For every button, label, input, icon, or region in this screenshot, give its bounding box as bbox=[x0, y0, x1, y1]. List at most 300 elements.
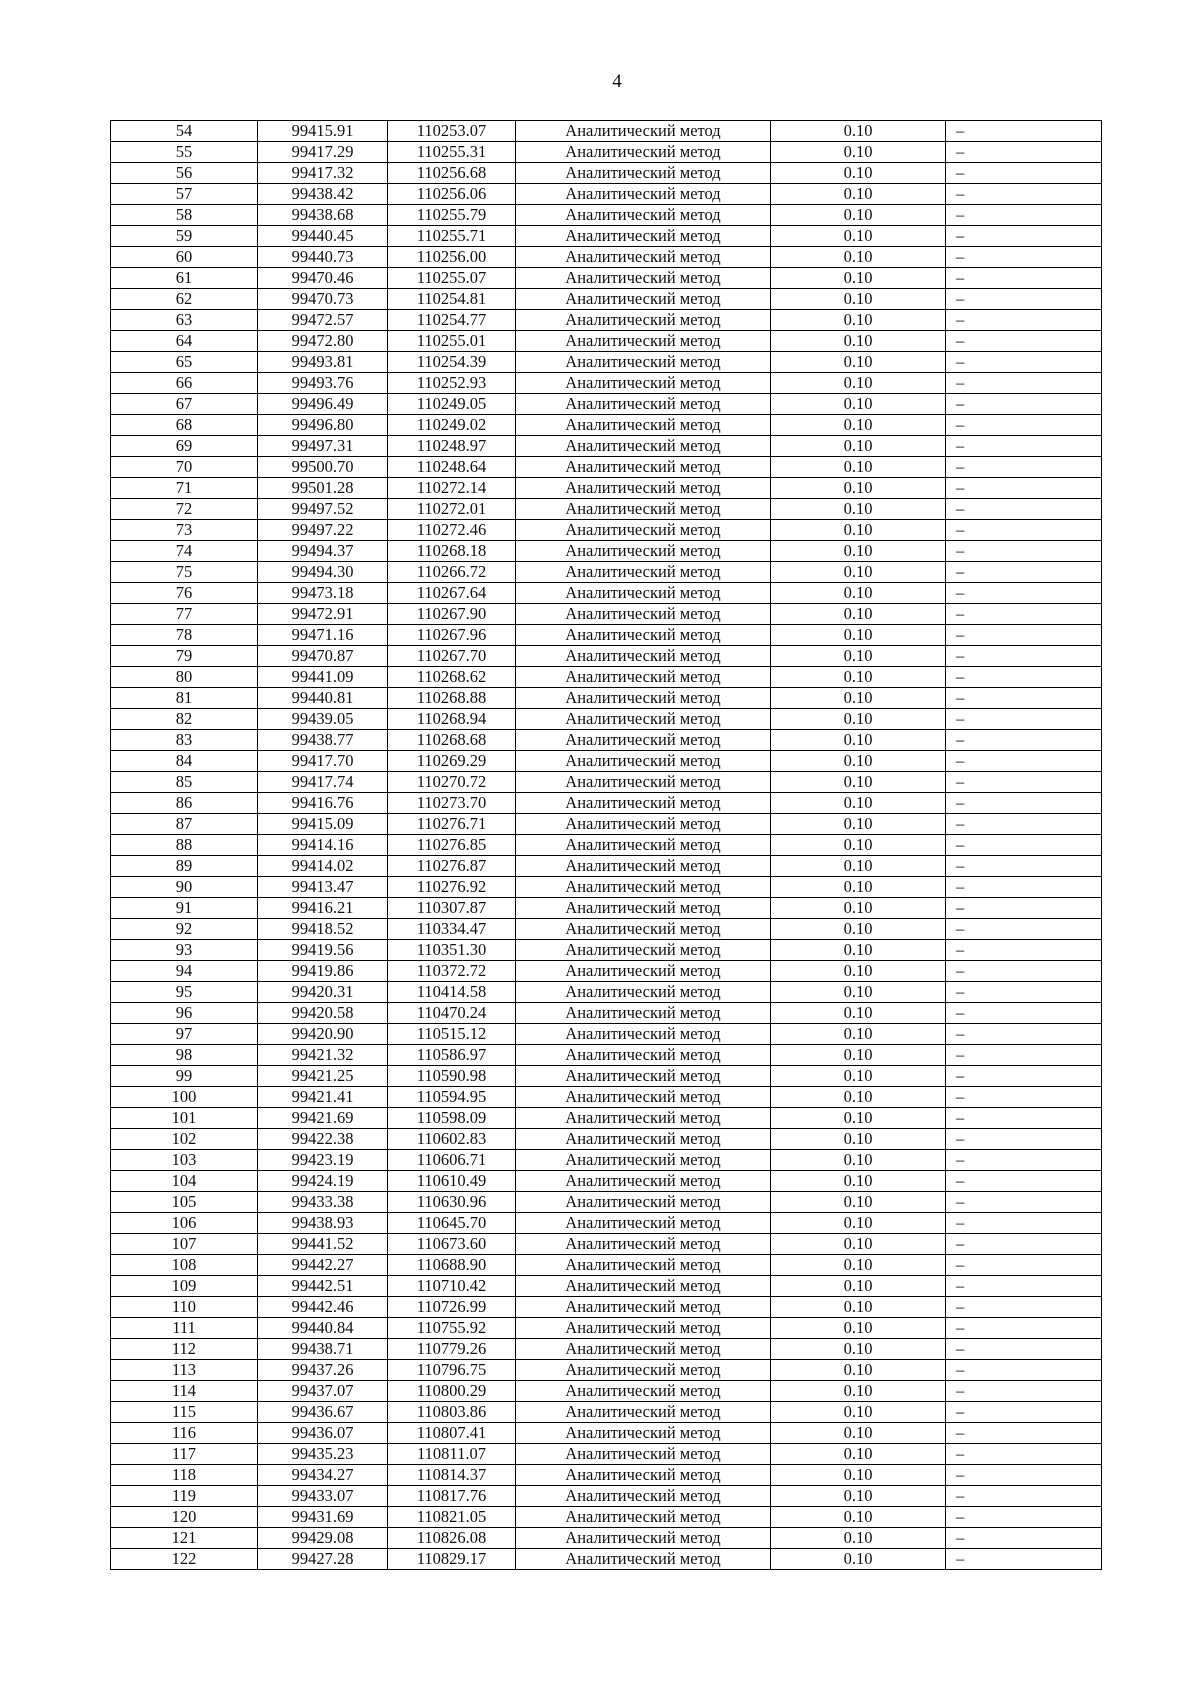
accuracy-cell: 0.10 bbox=[771, 688, 946, 709]
y-coordinate-cell: 110800.29 bbox=[388, 1381, 516, 1402]
point-number-cell: 122 bbox=[111, 1549, 258, 1570]
method-cell: Аналитический метод bbox=[516, 730, 771, 751]
note-cell: – bbox=[946, 1003, 1102, 1024]
table-row bbox=[111, 835, 1102, 856]
note-cell: – bbox=[946, 709, 1102, 730]
method-cell: Аналитический метод bbox=[516, 499, 771, 520]
y-coordinate-cell: 110272.14 bbox=[388, 478, 516, 499]
y-coordinate-cell: 110590.98 bbox=[388, 1066, 516, 1087]
method-cell: Аналитический метод bbox=[516, 1402, 771, 1423]
accuracy-cell: 0.10 bbox=[771, 1087, 946, 1108]
point-number-cell: 84 bbox=[111, 751, 258, 772]
note-cell: – bbox=[946, 436, 1102, 457]
accuracy-cell: 0.10 bbox=[771, 1192, 946, 1213]
note-cell: – bbox=[946, 1381, 1102, 1402]
point-number-cell: 79 bbox=[111, 646, 258, 667]
table-row bbox=[111, 121, 1102, 142]
point-number-cell: 65 bbox=[111, 352, 258, 373]
x-coordinate-cell: 99438.68 bbox=[258, 205, 388, 226]
note-cell: – bbox=[946, 1486, 1102, 1507]
x-coordinate-cell: 99441.52 bbox=[258, 1234, 388, 1255]
accuracy-cell: 0.10 bbox=[771, 163, 946, 184]
method-cell: Аналитический метод bbox=[516, 121, 771, 142]
note-cell: – bbox=[946, 1549, 1102, 1570]
point-number-cell: 106 bbox=[111, 1213, 258, 1234]
method-cell: Аналитический метод bbox=[516, 1507, 771, 1528]
note-cell: – bbox=[946, 772, 1102, 793]
point-number-cell: 66 bbox=[111, 373, 258, 394]
method-cell: Аналитический метод bbox=[516, 646, 771, 667]
coordinates-table bbox=[110, 120, 1102, 1570]
method-cell: Аналитический метод bbox=[516, 1192, 771, 1213]
accuracy-cell: 0.10 bbox=[771, 730, 946, 751]
point-number-cell: 85 bbox=[111, 772, 258, 793]
x-coordinate-cell: 99422.38 bbox=[258, 1129, 388, 1150]
note-cell: – bbox=[946, 352, 1102, 373]
note-cell: – bbox=[946, 814, 1102, 835]
note-cell: – bbox=[946, 331, 1102, 352]
y-coordinate-cell: 110268.18 bbox=[388, 541, 516, 562]
y-coordinate-cell: 110249.05 bbox=[388, 394, 516, 415]
table-row bbox=[111, 541, 1102, 562]
table-row bbox=[111, 1381, 1102, 1402]
accuracy-cell: 0.10 bbox=[771, 667, 946, 688]
note-cell: – bbox=[946, 1129, 1102, 1150]
table-row bbox=[111, 625, 1102, 646]
table-row bbox=[111, 1507, 1102, 1528]
note-cell: – bbox=[946, 919, 1102, 940]
point-number-cell: 60 bbox=[111, 247, 258, 268]
accuracy-cell: 0.10 bbox=[771, 352, 946, 373]
y-coordinate-cell: 110606.71 bbox=[388, 1150, 516, 1171]
method-cell: Аналитический метод bbox=[516, 226, 771, 247]
accuracy-cell: 0.10 bbox=[771, 310, 946, 331]
note-cell: – bbox=[946, 478, 1102, 499]
method-cell: Аналитический метод bbox=[516, 289, 771, 310]
x-coordinate-cell: 99415.91 bbox=[258, 121, 388, 142]
method-cell: Аналитический метод bbox=[516, 520, 771, 541]
table-row bbox=[111, 1213, 1102, 1234]
note-cell: – bbox=[946, 1150, 1102, 1171]
point-number-cell: 103 bbox=[111, 1150, 258, 1171]
accuracy-cell: 0.10 bbox=[771, 289, 946, 310]
accuracy-cell: 0.10 bbox=[771, 1297, 946, 1318]
note-cell: – bbox=[946, 1507, 1102, 1528]
method-cell: Аналитический метод bbox=[516, 1213, 771, 1234]
method-cell: Аналитический метод bbox=[516, 814, 771, 835]
accuracy-cell: 0.10 bbox=[771, 1045, 946, 1066]
y-coordinate-cell: 110515.12 bbox=[388, 1024, 516, 1045]
point-number-cell: 72 bbox=[111, 499, 258, 520]
note-cell: – bbox=[946, 1045, 1102, 1066]
accuracy-cell: 0.10 bbox=[771, 1108, 946, 1129]
table-row bbox=[111, 457, 1102, 478]
table-row bbox=[111, 478, 1102, 499]
table-row bbox=[111, 415, 1102, 436]
x-coordinate-cell: 99439.05 bbox=[258, 709, 388, 730]
method-cell: Аналитический метод bbox=[516, 835, 771, 856]
note-cell: – bbox=[946, 1066, 1102, 1087]
method-cell: Аналитический метод bbox=[516, 877, 771, 898]
method-cell: Аналитический метод bbox=[516, 961, 771, 982]
y-coordinate-cell: 110248.64 bbox=[388, 457, 516, 478]
table-row bbox=[111, 1486, 1102, 1507]
method-cell: Аналитический метод bbox=[516, 268, 771, 289]
note-cell: – bbox=[946, 1255, 1102, 1276]
method-cell: Аналитический метод bbox=[516, 1129, 771, 1150]
x-coordinate-cell: 99417.32 bbox=[258, 163, 388, 184]
table-row bbox=[111, 310, 1102, 331]
accuracy-cell: 0.10 bbox=[771, 520, 946, 541]
method-cell: Аналитический метод bbox=[516, 940, 771, 961]
accuracy-cell: 0.10 bbox=[771, 1507, 946, 1528]
method-cell: Аналитический метод bbox=[516, 1066, 771, 1087]
accuracy-cell: 0.10 bbox=[771, 1402, 946, 1423]
x-coordinate-cell: 99421.41 bbox=[258, 1087, 388, 1108]
accuracy-cell: 0.10 bbox=[771, 457, 946, 478]
x-coordinate-cell: 99493.81 bbox=[258, 352, 388, 373]
y-coordinate-cell: 110598.09 bbox=[388, 1108, 516, 1129]
x-coordinate-cell: 99431.69 bbox=[258, 1507, 388, 1528]
table-row bbox=[111, 814, 1102, 835]
x-coordinate-cell: 99470.46 bbox=[258, 268, 388, 289]
table-row bbox=[111, 1150, 1102, 1171]
accuracy-cell: 0.10 bbox=[771, 373, 946, 394]
method-cell: Аналитический метод bbox=[516, 793, 771, 814]
x-coordinate-cell: 99472.57 bbox=[258, 310, 388, 331]
x-coordinate-cell: 99421.69 bbox=[258, 1108, 388, 1129]
accuracy-cell: 0.10 bbox=[771, 1213, 946, 1234]
point-number-cell: 99 bbox=[111, 1066, 258, 1087]
y-coordinate-cell: 110817.76 bbox=[388, 1486, 516, 1507]
accuracy-cell: 0.10 bbox=[771, 898, 946, 919]
table-row bbox=[111, 919, 1102, 940]
x-coordinate-cell: 99471.16 bbox=[258, 625, 388, 646]
method-cell: Аналитический метод bbox=[516, 1045, 771, 1066]
table-row bbox=[111, 1087, 1102, 1108]
y-coordinate-cell: 110266.72 bbox=[388, 562, 516, 583]
accuracy-cell: 0.10 bbox=[771, 625, 946, 646]
x-coordinate-cell: 99421.32 bbox=[258, 1045, 388, 1066]
accuracy-cell: 0.10 bbox=[771, 1150, 946, 1171]
accuracy-cell: 0.10 bbox=[771, 562, 946, 583]
point-number-cell: 98 bbox=[111, 1045, 258, 1066]
method-cell: Аналитический метод bbox=[516, 625, 771, 646]
method-cell: Аналитический метод bbox=[516, 1234, 771, 1255]
method-cell: Аналитический метод bbox=[516, 1465, 771, 1486]
method-cell: Аналитический метод bbox=[516, 1423, 771, 1444]
table-row bbox=[111, 646, 1102, 667]
point-number-cell: 91 bbox=[111, 898, 258, 919]
table-row bbox=[111, 352, 1102, 373]
x-coordinate-cell: 99497.52 bbox=[258, 499, 388, 520]
y-coordinate-cell: 110267.64 bbox=[388, 583, 516, 604]
method-cell: Аналитический метод bbox=[516, 1087, 771, 1108]
accuracy-cell: 0.10 bbox=[771, 205, 946, 226]
table-row bbox=[111, 667, 1102, 688]
accuracy-cell: 0.10 bbox=[771, 499, 946, 520]
point-number-cell: 64 bbox=[111, 331, 258, 352]
table-row bbox=[111, 730, 1102, 751]
method-cell: Аналитический метод bbox=[516, 352, 771, 373]
table-row bbox=[111, 331, 1102, 352]
x-coordinate-cell: 99438.42 bbox=[258, 184, 388, 205]
x-coordinate-cell: 99438.71 bbox=[258, 1339, 388, 1360]
point-number-cell: 93 bbox=[111, 940, 258, 961]
table-row bbox=[111, 1024, 1102, 1045]
method-cell: Аналитический метод bbox=[516, 1024, 771, 1045]
method-cell: Аналитический метод bbox=[516, 1528, 771, 1549]
point-number-cell: 113 bbox=[111, 1360, 258, 1381]
y-coordinate-cell: 110779.26 bbox=[388, 1339, 516, 1360]
table-row bbox=[111, 856, 1102, 877]
accuracy-cell: 0.10 bbox=[771, 1024, 946, 1045]
table-row bbox=[111, 373, 1102, 394]
note-cell: – bbox=[946, 1108, 1102, 1129]
point-number-cell: 71 bbox=[111, 478, 258, 499]
note-cell: – bbox=[946, 562, 1102, 583]
accuracy-cell: 0.10 bbox=[771, 1234, 946, 1255]
y-coordinate-cell: 110814.37 bbox=[388, 1465, 516, 1486]
accuracy-cell: 0.10 bbox=[771, 583, 946, 604]
table-row bbox=[111, 1465, 1102, 1486]
note-cell: – bbox=[946, 1339, 1102, 1360]
accuracy-cell: 0.10 bbox=[771, 478, 946, 499]
accuracy-cell: 0.10 bbox=[771, 1381, 946, 1402]
y-coordinate-cell: 110268.94 bbox=[388, 709, 516, 730]
x-coordinate-cell: 99417.29 bbox=[258, 142, 388, 163]
accuracy-cell: 0.10 bbox=[771, 1318, 946, 1339]
point-number-cell: 55 bbox=[111, 142, 258, 163]
note-cell: – bbox=[946, 310, 1102, 331]
point-number-cell: 59 bbox=[111, 226, 258, 247]
y-coordinate-cell: 110276.92 bbox=[388, 877, 516, 898]
y-coordinate-cell: 110254.39 bbox=[388, 352, 516, 373]
table-row bbox=[111, 184, 1102, 205]
method-cell: Аналитический метод bbox=[516, 142, 771, 163]
x-coordinate-cell: 99420.58 bbox=[258, 1003, 388, 1024]
point-number-cell: 80 bbox=[111, 667, 258, 688]
point-number-cell: 62 bbox=[111, 289, 258, 310]
method-cell: Аналитический метод bbox=[516, 1255, 771, 1276]
point-number-cell: 107 bbox=[111, 1234, 258, 1255]
x-coordinate-cell: 99420.31 bbox=[258, 982, 388, 1003]
x-coordinate-cell: 99415.09 bbox=[258, 814, 388, 835]
point-number-cell: 96 bbox=[111, 1003, 258, 1024]
method-cell: Аналитический метод bbox=[516, 583, 771, 604]
note-cell: – bbox=[946, 457, 1102, 478]
point-number-cell: 94 bbox=[111, 961, 258, 982]
note-cell: – bbox=[946, 856, 1102, 877]
x-coordinate-cell: 99493.76 bbox=[258, 373, 388, 394]
point-number-cell: 81 bbox=[111, 688, 258, 709]
point-number-cell: 108 bbox=[111, 1255, 258, 1276]
point-number-cell: 111 bbox=[111, 1318, 258, 1339]
accuracy-cell: 0.10 bbox=[771, 184, 946, 205]
x-coordinate-cell: 99497.22 bbox=[258, 520, 388, 541]
accuracy-cell: 0.10 bbox=[771, 1360, 946, 1381]
y-coordinate-cell: 110307.87 bbox=[388, 898, 516, 919]
y-coordinate-cell: 110267.96 bbox=[388, 625, 516, 646]
accuracy-cell: 0.10 bbox=[771, 415, 946, 436]
x-coordinate-cell: 99414.16 bbox=[258, 835, 388, 856]
y-coordinate-cell: 110249.02 bbox=[388, 415, 516, 436]
point-number-cell: 119 bbox=[111, 1486, 258, 1507]
x-coordinate-cell: 99418.52 bbox=[258, 919, 388, 940]
x-coordinate-cell: 99438.77 bbox=[258, 730, 388, 751]
accuracy-cell: 0.10 bbox=[771, 646, 946, 667]
x-coordinate-cell: 99438.93 bbox=[258, 1213, 388, 1234]
note-cell: – bbox=[946, 1192, 1102, 1213]
table-row bbox=[111, 562, 1102, 583]
method-cell: Аналитический метод bbox=[516, 1003, 771, 1024]
point-number-cell: 68 bbox=[111, 415, 258, 436]
x-coordinate-cell: 99435.23 bbox=[258, 1444, 388, 1465]
y-coordinate-cell: 110252.93 bbox=[388, 373, 516, 394]
note-cell: – bbox=[946, 1444, 1102, 1465]
point-number-cell: 61 bbox=[111, 268, 258, 289]
y-coordinate-cell: 110673.60 bbox=[388, 1234, 516, 1255]
x-coordinate-cell: 99501.28 bbox=[258, 478, 388, 499]
method-cell: Аналитический метод bbox=[516, 457, 771, 478]
point-number-cell: 63 bbox=[111, 310, 258, 331]
x-coordinate-cell: 99433.38 bbox=[258, 1192, 388, 1213]
method-cell: Аналитический метод bbox=[516, 373, 771, 394]
accuracy-cell: 0.10 bbox=[771, 877, 946, 898]
y-coordinate-cell: 110586.97 bbox=[388, 1045, 516, 1066]
coordinates-table-body bbox=[111, 121, 1102, 1570]
table-row bbox=[111, 709, 1102, 730]
y-coordinate-cell: 110688.90 bbox=[388, 1255, 516, 1276]
x-coordinate-cell: 99419.86 bbox=[258, 961, 388, 982]
x-coordinate-cell: 99436.07 bbox=[258, 1423, 388, 1444]
note-cell: – bbox=[946, 877, 1102, 898]
table-row bbox=[111, 520, 1102, 541]
method-cell: Аналитический метод bbox=[516, 541, 771, 562]
y-coordinate-cell: 110276.87 bbox=[388, 856, 516, 877]
accuracy-cell: 0.10 bbox=[771, 121, 946, 142]
point-number-cell: 120 bbox=[111, 1507, 258, 1528]
x-coordinate-cell: 99423.19 bbox=[258, 1150, 388, 1171]
table-row bbox=[111, 226, 1102, 247]
y-coordinate-cell: 110270.72 bbox=[388, 772, 516, 793]
point-number-cell: 58 bbox=[111, 205, 258, 226]
accuracy-cell: 0.10 bbox=[771, 1339, 946, 1360]
y-coordinate-cell: 110256.68 bbox=[388, 163, 516, 184]
y-coordinate-cell: 110807.41 bbox=[388, 1423, 516, 1444]
accuracy-cell: 0.10 bbox=[771, 1465, 946, 1486]
method-cell: Аналитический метод bbox=[516, 394, 771, 415]
x-coordinate-cell: 99437.07 bbox=[258, 1381, 388, 1402]
point-number-cell: 116 bbox=[111, 1423, 258, 1444]
method-cell: Аналитический метод bbox=[516, 205, 771, 226]
x-coordinate-cell: 99500.70 bbox=[258, 457, 388, 478]
y-coordinate-cell: 110803.86 bbox=[388, 1402, 516, 1423]
y-coordinate-cell: 110254.77 bbox=[388, 310, 516, 331]
note-cell: – bbox=[946, 898, 1102, 919]
note-cell: – bbox=[946, 793, 1102, 814]
accuracy-cell: 0.10 bbox=[771, 604, 946, 625]
y-coordinate-cell: 110267.90 bbox=[388, 604, 516, 625]
accuracy-cell: 0.10 bbox=[771, 1549, 946, 1570]
table-row bbox=[111, 1297, 1102, 1318]
accuracy-cell: 0.10 bbox=[771, 1171, 946, 1192]
accuracy-cell: 0.10 bbox=[771, 919, 946, 940]
note-cell: – bbox=[946, 1171, 1102, 1192]
note-cell: – bbox=[946, 982, 1102, 1003]
table-row bbox=[111, 1318, 1102, 1339]
point-number-cell: 97 bbox=[111, 1024, 258, 1045]
y-coordinate-cell: 110268.88 bbox=[388, 688, 516, 709]
table-row bbox=[111, 772, 1102, 793]
method-cell: Аналитический метод bbox=[516, 1276, 771, 1297]
x-coordinate-cell: 99427.28 bbox=[258, 1549, 388, 1570]
table-row bbox=[111, 961, 1102, 982]
x-coordinate-cell: 99470.73 bbox=[258, 289, 388, 310]
method-cell: Аналитический метод bbox=[516, 688, 771, 709]
point-number-cell: 100 bbox=[111, 1087, 258, 1108]
accuracy-cell: 0.10 bbox=[771, 940, 946, 961]
table-row bbox=[111, 1129, 1102, 1150]
point-number-cell: 92 bbox=[111, 919, 258, 940]
accuracy-cell: 0.10 bbox=[771, 835, 946, 856]
table-row bbox=[111, 268, 1102, 289]
note-cell: – bbox=[946, 520, 1102, 541]
accuracy-cell: 0.10 bbox=[771, 856, 946, 877]
table-row bbox=[111, 436, 1102, 457]
table-row bbox=[111, 142, 1102, 163]
note-cell: – bbox=[946, 1024, 1102, 1045]
note-cell: – bbox=[946, 541, 1102, 562]
x-coordinate-cell: 99440.45 bbox=[258, 226, 388, 247]
table-row bbox=[111, 289, 1102, 310]
y-coordinate-cell: 110255.31 bbox=[388, 142, 516, 163]
accuracy-cell: 0.10 bbox=[771, 751, 946, 772]
point-number-cell: 105 bbox=[111, 1192, 258, 1213]
x-coordinate-cell: 99419.56 bbox=[258, 940, 388, 961]
y-coordinate-cell: 110755.92 bbox=[388, 1318, 516, 1339]
point-number-cell: 54 bbox=[111, 121, 258, 142]
point-number-cell: 57 bbox=[111, 184, 258, 205]
x-coordinate-cell: 99421.25 bbox=[258, 1066, 388, 1087]
note-cell: – bbox=[946, 289, 1102, 310]
note-cell: – bbox=[946, 940, 1102, 961]
point-number-cell: 87 bbox=[111, 814, 258, 835]
method-cell: Аналитический метод bbox=[516, 1549, 771, 1570]
y-coordinate-cell: 110826.08 bbox=[388, 1528, 516, 1549]
method-cell: Аналитический метод bbox=[516, 667, 771, 688]
y-coordinate-cell: 110268.68 bbox=[388, 730, 516, 751]
y-coordinate-cell: 110594.95 bbox=[388, 1087, 516, 1108]
point-number-cell: 118 bbox=[111, 1465, 258, 1486]
accuracy-cell: 0.10 bbox=[771, 982, 946, 1003]
note-cell: – bbox=[946, 415, 1102, 436]
table-row bbox=[111, 1234, 1102, 1255]
point-number-cell: 114 bbox=[111, 1381, 258, 1402]
x-coordinate-cell: 99416.76 bbox=[258, 793, 388, 814]
note-cell: – bbox=[946, 394, 1102, 415]
method-cell: Аналитический метод bbox=[516, 604, 771, 625]
note-cell: – bbox=[946, 163, 1102, 184]
point-number-cell: 101 bbox=[111, 1108, 258, 1129]
accuracy-cell: 0.10 bbox=[771, 772, 946, 793]
method-cell: Аналитический метод bbox=[516, 772, 771, 793]
note-cell: – bbox=[946, 226, 1102, 247]
table-row bbox=[111, 898, 1102, 919]
table-row bbox=[111, 1360, 1102, 1381]
note-cell: – bbox=[946, 751, 1102, 772]
accuracy-cell: 0.10 bbox=[771, 1003, 946, 1024]
